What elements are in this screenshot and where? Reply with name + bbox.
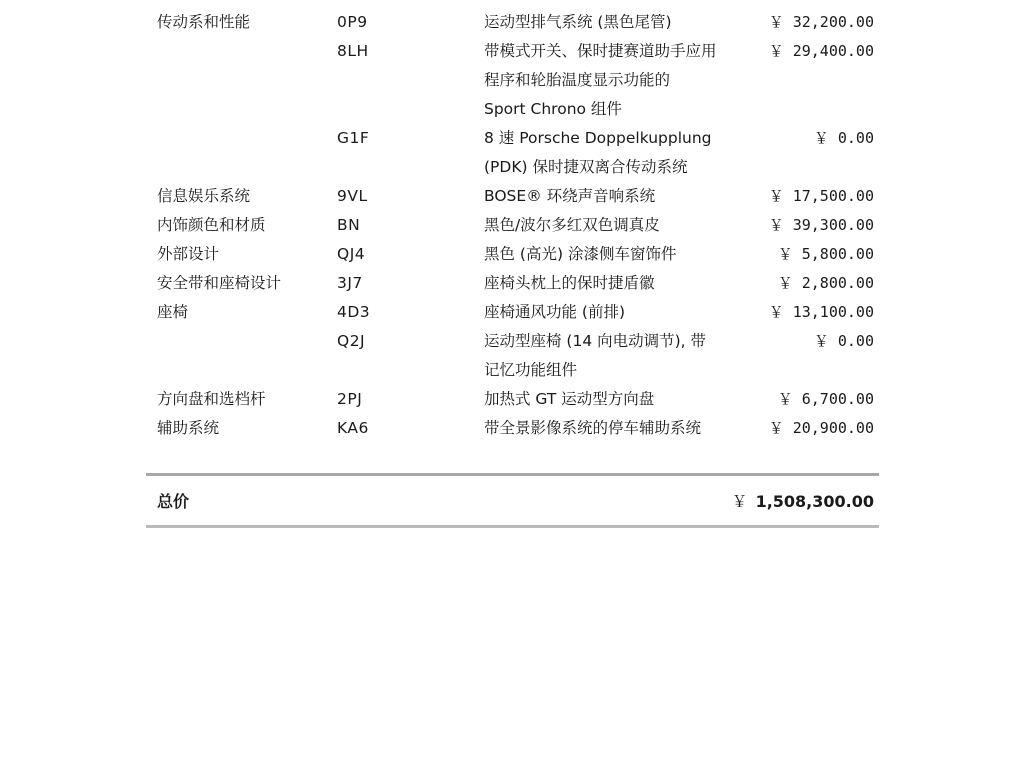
option-price: ￥ 0.00 (813, 129, 874, 147)
option-description-line: 加热式 GT 运动型方向盘 (484, 390, 655, 408)
option-code: KA6 (337, 419, 369, 437)
total-value (732, 489, 874, 515)
option-description (484, 414, 749, 443)
option-description (484, 37, 749, 124)
option-price: ￥ 17,500.00 (768, 187, 874, 205)
total-label: 总价 (157, 492, 190, 511)
option-description-line: 运动型座椅 (14 向电动调节), 带 (484, 332, 707, 350)
total-divider-top (146, 473, 879, 476)
option-description (484, 269, 749, 298)
option-code: 2PJ (337, 390, 363, 408)
option-description-line: (PDK) 保时捷双离合传动系统 (484, 158, 688, 176)
option-code: G1F (337, 129, 370, 147)
option-price: ￥ 32,200.00 (768, 13, 874, 31)
option-category: 传动系和性能 (157, 13, 251, 31)
option-description-line: 程序和轮胎温度显示功能的 (484, 71, 671, 89)
option-description-line: 记忆功能组件 (484, 361, 578, 379)
option-description-line: BOSE® 环绕声音响系统 (484, 187, 656, 205)
option-price: ￥ 29,400.00 (768, 42, 874, 60)
option-description-line: 运动型排气系统 (黑色尾管) (484, 13, 672, 31)
option-description (484, 8, 749, 37)
option-description-line: 黑色/波尔多红双色调真皮 (484, 216, 660, 234)
option-code: 4D3 (337, 303, 371, 321)
option-description (484, 385, 749, 414)
option-price: ￥ 13,100.00 (768, 303, 874, 321)
option-price: ￥ 20,900.00 (768, 419, 874, 437)
option-code: 0P9 (337, 13, 368, 31)
option-description (484, 298, 749, 327)
option-code: 9VL (337, 187, 368, 205)
option-description-line: 带模式开关、保时捷赛道助手应用 (484, 42, 717, 60)
option-category: 信息娱乐系统 (157, 187, 251, 205)
total-divider-bottom (146, 525, 879, 528)
option-price: ￥ 39,300.00 (768, 216, 874, 234)
option-description-line: 座椅头枕上的保时捷盾徽 (484, 274, 655, 292)
option-description (484, 211, 749, 240)
option-code: Q2J (337, 332, 366, 350)
option-category: 安全带和座椅设计 (157, 274, 282, 292)
option-price: ￥ 0.00 (813, 332, 874, 350)
option-category: 外部设计 (157, 245, 220, 263)
option-code: 3J7 (337, 274, 363, 292)
option-description-line: Sport Chrono 组件 (484, 100, 622, 118)
option-description (484, 124, 749, 182)
option-category: 方向盘和选档杆 (157, 390, 266, 408)
total-currency: ￥ (731, 492, 748, 511)
option-code: 8LH (337, 42, 369, 60)
option-price: ￥ 6,700.00 (777, 390, 874, 408)
option-description-line: 8 速 Porsche Doppelkupplung (484, 129, 712, 147)
option-description-line: 带全景影像系统的停车辅助系统 (484, 419, 702, 437)
option-description-line: 座椅通风功能 (前排) (484, 303, 626, 321)
option-category: 辅助系统 (157, 419, 220, 437)
total-amount: 1,508,300.00 (755, 492, 874, 511)
option-category: 座椅 (157, 303, 189, 321)
option-description (484, 182, 749, 211)
option-code: QJ4 (337, 245, 366, 263)
option-description-line: 黑色 (高光) 涂漆侧车窗饰件 (484, 245, 677, 263)
option-category: 内饰颜色和材质 (157, 216, 266, 234)
option-code: BN (337, 216, 361, 234)
option-description (484, 327, 749, 385)
option-description (484, 240, 749, 269)
option-price: ￥ 2,800.00 (777, 274, 874, 292)
option-price: ￥ 5,800.00 (777, 245, 874, 263)
